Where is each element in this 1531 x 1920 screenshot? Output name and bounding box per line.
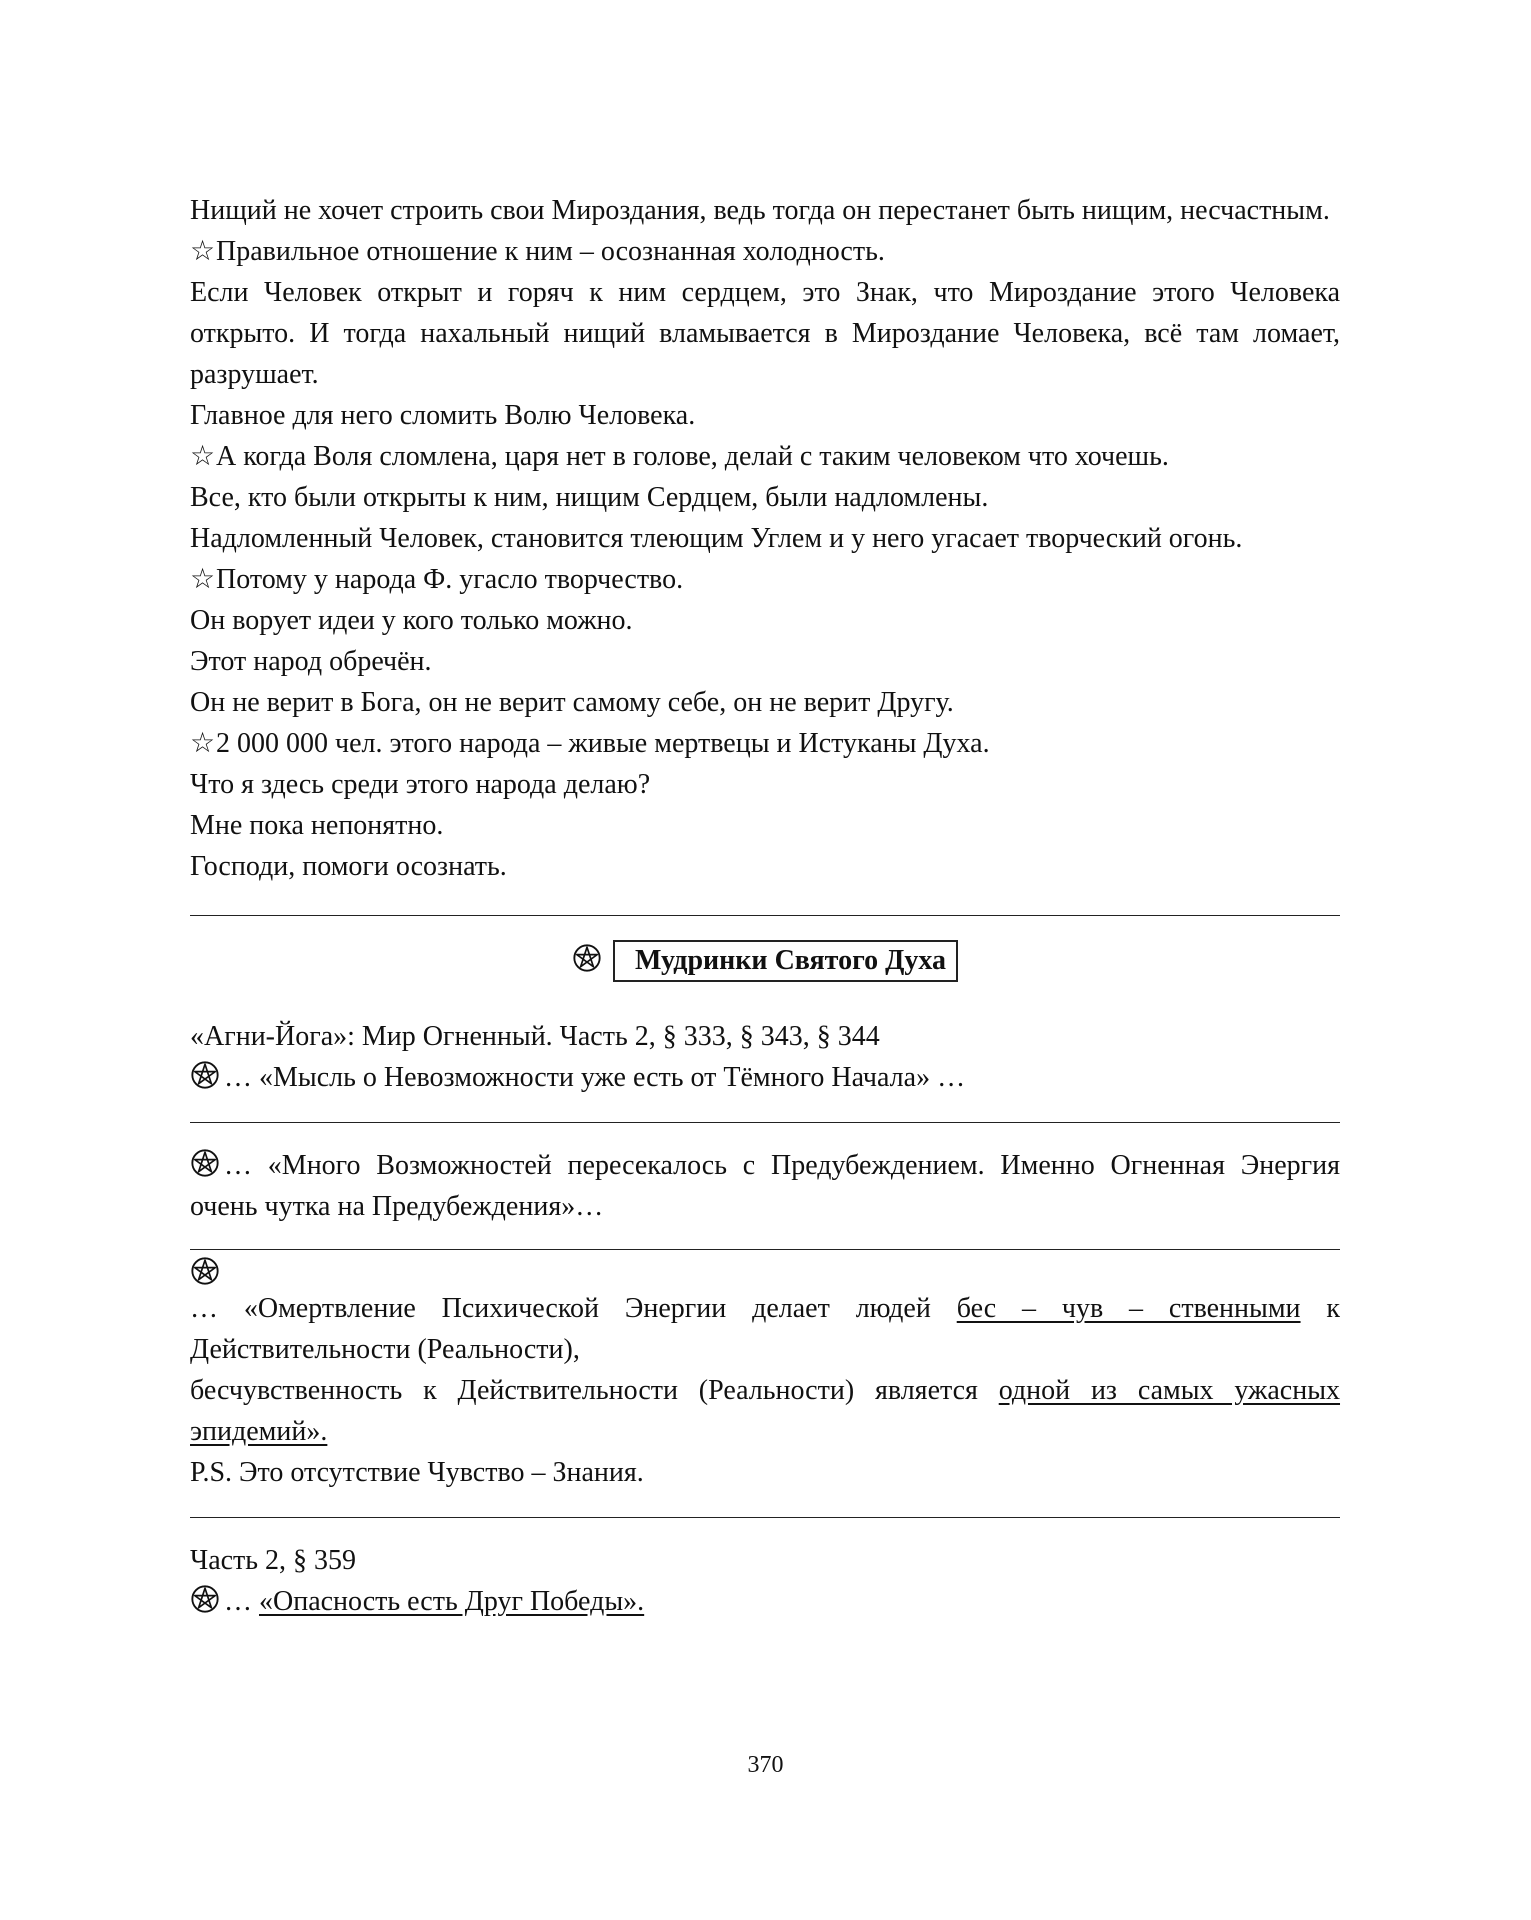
paragraph: Главное для него сломить Волю Человека. — [190, 400, 696, 431]
paragraph-starred: ☆Правильное отношение к ним – осознанная холодность. — [190, 231, 1340, 272]
pentacle-icon — [190, 1584, 220, 1614]
pentacle-icon — [572, 943, 602, 973]
quote: … «Опасность есть Друг Победы». — [190, 1581, 1340, 1622]
paragraph: Нищий не хочет строить свои Мироздания, ведь тогда он перестанет быть нищим, несчастным. — [190, 195, 1330, 226]
paragraph: Если Человек открыт и горяч к ним сердцем, это Знак, что Мироздание этого Человека открыто. И тогда нахальный нищий вламывается в Мироздание Человека, всё там ломает, разрушает. — [190, 277, 1340, 390]
star-icon: ☆ — [190, 728, 216, 759]
page-number: 370 — [747, 1752, 784, 1778]
pentacle-icon — [190, 1256, 220, 1286]
source-reference: Часть 2, § 359 — [190, 1545, 357, 1576]
pentacle-icon — [190, 1060, 220, 1090]
quote: … «Много Возможностей пересекалось с Предубеждением. Именно Огненная Энергия очень чутка на Предубеждения»… — [190, 1150, 1340, 1222]
pentacle-icon — [190, 1148, 220, 1178]
section-header — [190, 940, 1340, 982]
paragraph: Надломленный Человек, становится тлеющим Углем и у него угасает творческий огонь. — [190, 523, 1243, 554]
star-icon: ☆ — [190, 441, 216, 472]
paragraph: Этот народ обречён. — [190, 646, 432, 677]
document-page — [190, 190, 1340, 1622]
quote-continuation: бесчувственность к Действительности (Реальности) является одной из самых ужасных эпидемий». — [190, 1375, 1341, 1447]
paragraph-starred: ☆А когда Воля сломлена, царя нет в голове, делай с таким человеком что хочешь. — [190, 436, 1340, 477]
section-title: Мудринки Святого Духа — [613, 940, 958, 982]
quote: … «Мысль о Невозможности уже есть от Тёмного Начала» … — [190, 1057, 1340, 1098]
star-icon: ☆ — [190, 236, 216, 267]
underlined-text: «Опасность есть Друг Победы». — [259, 1586, 645, 1617]
paragraph: Он не верит в Бога, он не верит самому себе, он не верит Другу. — [190, 687, 954, 718]
paragraph: Мне пока непонятно. — [190, 810, 444, 841]
quote: … «Омертвление Психической Энергии делает людей бес – чув – ственными к Действительности (Реальности), — [190, 1293, 1341, 1365]
paragraph: Все, кто были открыты к ним, нищим Сердцем, были надломлены. — [190, 482, 989, 513]
paragraph-starred: ☆2 000 000 чел. этого народа – живые мертвецы и Истуканы Духа. — [190, 723, 1340, 764]
paragraph-starred: ☆Потому у народа Ф. угасло творчество. — [190, 559, 1340, 600]
underlined-text: одной из самых ужасных эпидемий». — [190, 1375, 1341, 1447]
postscript: P.S. Это отсутствие Чувство – Знания. — [190, 1457, 644, 1488]
paragraph: Господи, помоги осознать. — [190, 851, 507, 882]
paragraph: Что я здесь среди этого народа делаю? — [190, 769, 651, 800]
star-icon: ☆ — [190, 564, 216, 595]
paragraph: Он ворует идеи у кого только можно. — [190, 605, 633, 636]
underlined-text: бес – чув – ственными — [956, 1293, 1301, 1324]
quote-block — [190, 1256, 1340, 1493]
source-reference: «Агни-Йога»: Мир Огненный. Часть 2, § 333, § 343, § 344 — [190, 1021, 880, 1052]
intro-section — [190, 190, 1340, 887]
